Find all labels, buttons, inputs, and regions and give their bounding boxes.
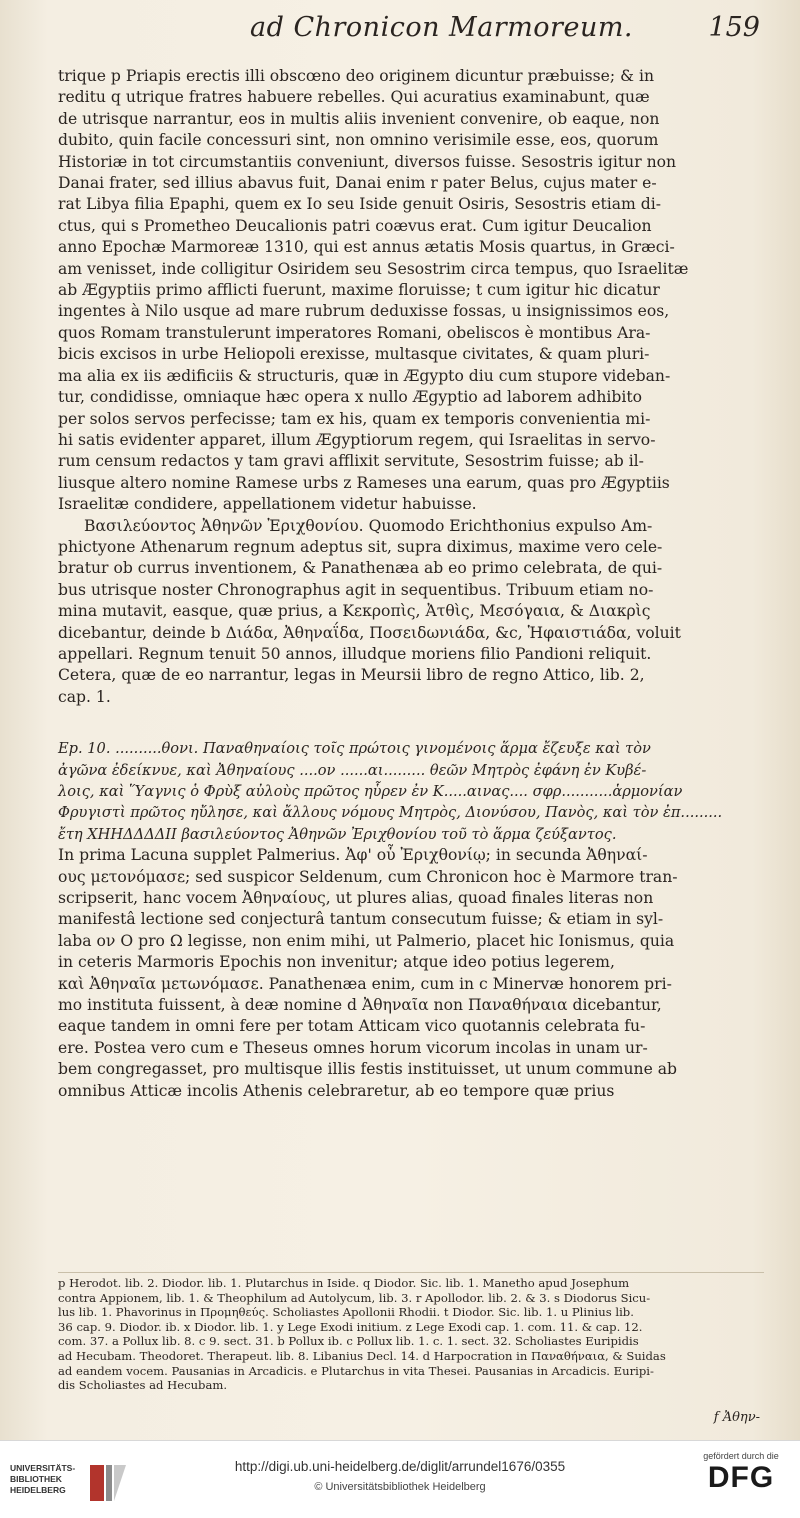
text-line: ab Ægyptiis primo afflicti fuerunt, maxime floruisse; t cum igitur hic dicatur bbox=[58, 281, 660, 300]
section-gap bbox=[58, 708, 764, 738]
text-line: appellari. Regnum tenuit 50 annos, illudque moriens filio Pandioni reliquit. bbox=[58, 644, 652, 663]
text-line: In prima Lacuna supplet Palmerius. Ἀφ' οὗ Ἐριχθονίῳ; in secunda Ἀθηναί- bbox=[58, 846, 648, 865]
footnote-line: com. 37. a Pollux lib. 8. c 9. sect. 31. b Pollux ib. c Pollux lib. 1. c. 1. sect. 32. Scholiastes Euripidis bbox=[58, 1334, 639, 1349]
text-line: dicebantur, deinde b Διάδα, Ἀθηναΐδα, Ποσειδωνιάδα, &c, Ἡφαιστιάδα, voluit bbox=[58, 623, 681, 642]
text-line: omnibus Atticæ incolis Athenis celebraretur, ab eo tempore quæ prius bbox=[58, 1081, 615, 1100]
footnote-line: contra Appionem, lib. 1. & Theophilum ad Autolycum, lib. 3. r Apollodor. lib. 2. & 3. s Diodorus Sicu- bbox=[58, 1290, 651, 1305]
text-line: am venisset, inde colligitur Osiridem seu Sesostrim circa tempus, quo Israelitæ bbox=[58, 259, 689, 278]
text-line: quos Romam transtulerunt imperatores Romani, obeliscos è montibus Ara- bbox=[58, 323, 651, 342]
footnote-line: ad eandem vocem. Pausanias in Arcadicis. e Plutarchus in vita Thesei. Pausanias in Arcadicis. Euripi- bbox=[58, 1363, 654, 1378]
text-line: de utrisque narrantur, eos in multis aliis invenient convenire, ob eaque, non bbox=[58, 109, 660, 128]
text-line: reditu q utrique fratres habuere rebelles. Qui acuratius examinabunt, quæ bbox=[58, 88, 650, 107]
permalink-url[interactable]: http://digi.ub.uni-heidelberg.de/diglit/arrundel1676/0355 bbox=[234, 1459, 566, 1474]
text-line: manifestâ lectione sed conjecturâ tantum consecutum fuisse; & etiam in syl- bbox=[58, 910, 664, 929]
footnote-divider bbox=[58, 1272, 764, 1273]
text-line: per solos servos perfecisse; tam ex his, quam ex temporis convenientia mi- bbox=[58, 409, 651, 428]
paragraph-sesostris bbox=[58, 66, 764, 516]
epigraph-line: λοις, καὶ Ὕαγνις ὁ Φρὺξ αὐλοὺς πρῶτος ηὗρεν ἐν Κ.....αινας.... σφρ...........ἁρμονίαν bbox=[58, 783, 683, 800]
text-line: ctus, qui s Prometheo Deucalionis patri coævus erat. Cum igitur Deucalion bbox=[58, 216, 652, 235]
catchword: f Ἀθην- bbox=[713, 1410, 760, 1425]
text-line: mo instituta fuissent, à deæ nomine d Ἀθηναῖα non Παναθήναια dicebantur, bbox=[58, 996, 662, 1015]
footnote-line: dis Scholiastes ad Hecubam. bbox=[58, 1378, 228, 1393]
epigraph-line: ἀγῶνα ἐδείκνυε, καὶ Ἀθηναίους ....ον ......αι......... θεῶν Μητρὸς ἐφάνη ἐν Κυβέ- bbox=[58, 761, 647, 779]
text-line: dubito, quin facile concessuri sint, non omnino verisimile esse, eos, quorum bbox=[58, 131, 659, 150]
text-line: hi satis evidenter apparet, illum Ægyptiorum regem, qui Israelitas in servo- bbox=[58, 430, 656, 449]
running-title: ad Chronicon Marmoreum. bbox=[250, 12, 634, 43]
text-line: Historiæ in tot circumstantiis conveniunt, diversos fuisse. Sesostris igitur non bbox=[58, 152, 677, 171]
footnote-line: lus lib. 1. Phavorinus in Προμηθεύς. Scholiastes Apollonii Rhodii. t Diodor. Sic. lib. 1. u Plinius lib. bbox=[58, 1305, 634, 1320]
footnotes bbox=[58, 1276, 764, 1393]
footnote-line: ad Hecubam. Theodoret. Therapeut. lib. 8. Libanius Decl. 14. d Harpocration in Παναθήναια, & Suidas bbox=[58, 1348, 666, 1363]
text-line: Cetera, quæ de eo narrantur, legas in Meursii libro de regno Attico, lib. 2, bbox=[58, 666, 645, 685]
text-line: Israelitæ condidere, appellationem videtur habuisse. bbox=[58, 495, 477, 514]
library-name-line: HEIDELBERG bbox=[10, 1485, 66, 1495]
text-line: ους μετονόμασε; sed suspicor Seldenum, cum Chronicon hoc è Marmore tran- bbox=[58, 867, 678, 886]
text-line: laba ον O pro Ω legisse, non enim mihi, ut Palmerio, placet hic Ionismus, quia bbox=[58, 931, 675, 950]
text-line: cap. 1. bbox=[58, 687, 111, 706]
paragraph-lacuna bbox=[58, 845, 764, 1102]
text-line: καὶ Ἀθηναῖα μετωνόμασε. Panathenæa enim, cum in c Minervæ honorem pri- bbox=[58, 974, 672, 993]
text-line: Danai frater, sed illius abavus fuit, Danai enim r pater Belus, cujus mater e- bbox=[58, 174, 657, 193]
text-line: trique p Priapis erectis illi obscœno deo originem dicuntur præbuisse; & in bbox=[58, 67, 654, 85]
text-line: ma alia ex iis ædificiis & structuris, quæ in Ægypto diu cum stupore videban- bbox=[58, 366, 671, 385]
funded-label: gefördert durch die bbox=[703, 1451, 779, 1461]
text-line: in ceteris Marmoris Epochis non invenitur; atque ideo potius legerem, bbox=[58, 953, 615, 972]
page-header bbox=[60, 12, 770, 52]
epigraph-line: Φρυγιστὶ πρῶτος ηὔλησε, καὶ ἄλλους νόμους Μητρὸς, Διονύσου, Πανὸς, καὶ τὸν ἐπ......... bbox=[58, 804, 723, 822]
text-line: bicis excisos in urbe Heliopoli erexisse, multasque civitates, & quam pluri- bbox=[58, 345, 650, 364]
text-line: bus utrisque noster Chronographus agit in sequentibus. Tribuum etiam no- bbox=[58, 580, 654, 599]
funder-logo[interactable] bbox=[696, 1451, 786, 1495]
copyright-notice: © Universitätsbibliothek Heidelberg bbox=[314, 1481, 486, 1493]
epigraph-line: ἔτη ΧΗΗΔΔΔΔΙΙ βασιλεύοντος Ἀθηνῶν Ἐριχθονίου τοῦ τὸ ἅρμα ζεύξαντος. bbox=[58, 825, 617, 843]
epigraph-line: Ep. 10. ..........θονι. Παναθηναίοις τοῖς πρώτοις γινομένοις ἅρμα ἔζευξε καὶ τὸν bbox=[58, 740, 651, 758]
text-line: tur, condidisse, omniaque hæc opera x nullo Ægyptio ad laborem adhibito bbox=[58, 388, 643, 407]
main-text bbox=[58, 66, 764, 1102]
text-line: ingentes à Nilo usque ad mare rubrum deduxisse fossas, u insignissimos eos, bbox=[58, 302, 670, 321]
footnote-line: 36 cap. 9. Diodor. ib. x Diodor. lib. 1. y Lege Exodi initium. z Lege Exodi cap. 1. com. 11. & cap. 12. bbox=[58, 1319, 643, 1334]
text-line: anno Epochæ Marmoreæ 1310, qui est annus ætatis Mosis quartus, in Græci- bbox=[58, 238, 675, 257]
text-line: phictyone Athenarum regnum adeptus sit, supra diximus, maxime vero cele- bbox=[58, 537, 663, 556]
text-line: ere. Postea vero cum e Theseus omnes horum vicorum incolas in unam ur- bbox=[58, 1038, 648, 1057]
footnote-line: p Herodot. lib. 2. Diodor. lib. 1. Plutarchus in Iside. q Diodor. Sic. lib. 1. Manetho apud Josephum bbox=[58, 1276, 630, 1290]
text-line: rat Libya filia Epaphi, quem ex Io seu Iside genuit Osiris, Sesostris etiam di- bbox=[58, 195, 661, 214]
text-line: liusque altero nomine Ramese urbs z Rameses una earum, quas pro Ægyptiis bbox=[58, 473, 670, 492]
text-line: scripserit, hanc vocem Ἀθηναίους, ut plures alias, quoad finales literas non bbox=[58, 889, 654, 908]
epigraph-greek bbox=[58, 738, 764, 845]
text-line: mina mutavit, easque, quæ prius, a Κεκροπὶς, Ἀτθὶς, Μεσόγαια, & Διακρὶς bbox=[58, 602, 651, 621]
text-line: bem congregasset, pro multisque illis festis instituisset, ut unum commune ab bbox=[58, 1060, 678, 1079]
text-line: rum censum redactos y tam gravi afflixit servitute, Sesostrim fuisse; ab il- bbox=[58, 452, 644, 471]
page-number: 159 bbox=[708, 12, 760, 43]
text-line: eaque tandem in omni fere per totam Atticam vico quotannis celebrata fu- bbox=[58, 1017, 646, 1036]
library-name-line: BIBLIOTHEK bbox=[10, 1474, 62, 1484]
paragraph-erichthonius bbox=[58, 516, 764, 709]
viewer-footer bbox=[0, 1440, 800, 1518]
text-line: Βασιλεύοντος Ἀθηνῶν Ἐριχθονίου. Quomodo Erichthonius expulso Am- bbox=[84, 516, 653, 535]
dfg-logo: DFG bbox=[707, 1461, 775, 1494]
text-line: bratur ob currus inventionem, & Panathenæa ab eo primo celebrata, de qui- bbox=[58, 559, 663, 578]
library-name-line: UNIVERSITÄTS- bbox=[10, 1463, 76, 1473]
